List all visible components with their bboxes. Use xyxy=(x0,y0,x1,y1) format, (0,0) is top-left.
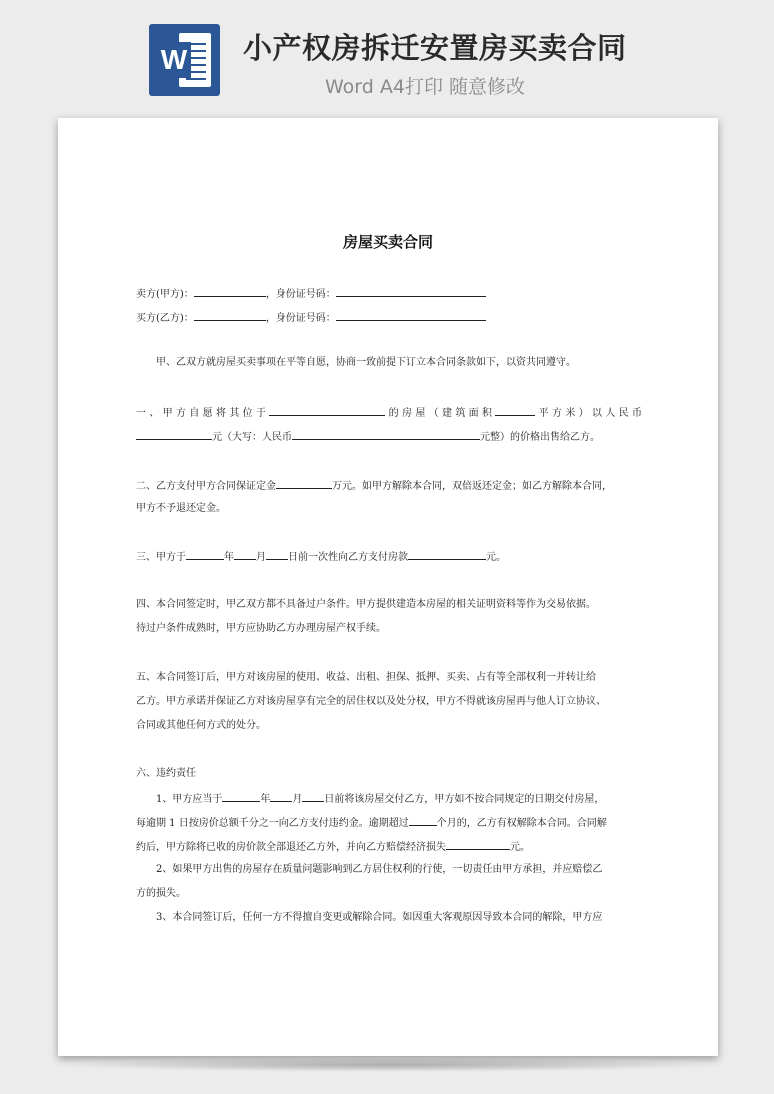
pay-day-blank xyxy=(266,549,288,560)
buyer-label: 买方(乙方)： xyxy=(136,313,194,324)
clause-6-1-text-d: 日前将该房屋交付乙方，甲方如不按合同规定的日期交付房屋， xyxy=(324,794,605,805)
pay-year-blank xyxy=(186,549,224,560)
word-logo-icon xyxy=(149,24,220,96)
clause-6-1-text-a: 1、甲方应当于 xyxy=(156,794,223,805)
pay-month-blank xyxy=(234,549,256,560)
intro-paragraph: 甲、乙双方就房屋买卖事项在平等自愿，协商一致前提下订立本合同条款如下，以资共同遵守。 xyxy=(156,357,576,368)
buyer-id-label: ，身份证号码： xyxy=(265,313,336,324)
document-title: 房屋买卖合同 xyxy=(342,233,433,251)
clause-6-1-line-2 xyxy=(136,815,607,831)
clause-6-2-line-2: 方的损失。 xyxy=(136,888,186,899)
word-letter: W xyxy=(157,42,191,78)
clause-2-text-b: 万元。如甲方解除本合同，双倍返还定金；如乙方解除本合同， xyxy=(332,481,612,492)
clause-4-line-1: 四、本合同签定时，甲乙双方都不具备过户条件。甲方提供建造本房屋的相关证明资料等作为交易依据。 xyxy=(136,599,596,610)
clause-4-line-2: 待过户条件成熟时，甲方应协助乙方办理房屋产权手续。 xyxy=(136,623,386,634)
document-page xyxy=(58,118,718,1056)
buyer-name-blank xyxy=(194,310,266,321)
page-shadow xyxy=(66,1058,710,1072)
location-blank xyxy=(269,405,385,416)
clause-3-year: 年 xyxy=(224,552,234,563)
area-blank xyxy=(495,405,535,416)
clause-5-line-2: 乙方。甲方承诺并保证乙方对该房屋享有完全的居住权以及处分权，甲方不得就该房屋再与他人订立协议、 xyxy=(136,696,606,707)
clause-2-text-a: 二、乙方支付甲方合同保证定金 xyxy=(136,481,276,492)
clause-6-2-line-1: 2、如果甲方出售的房屋存在质量问题影响到乙方居住权利的行使，一切责任由甲方承担，并应赔偿乙 xyxy=(156,864,603,875)
clause-6-1-text-h: 元。 xyxy=(510,842,530,853)
clause-6-3-line-1: 3、本合同签订后，任何一方不得擅自变更或解除合同。如因重大客观原因导致本合同的解除，甲方应 xyxy=(156,912,603,923)
clause-1-text-a: 一、甲方自愿将其位于 xyxy=(136,408,270,419)
clause-6-1-line-3 xyxy=(136,839,530,855)
overdue-months-blank xyxy=(409,815,437,826)
clause-1-line-2 xyxy=(136,429,600,445)
price-words-blank xyxy=(292,429,480,440)
buyer-id-blank xyxy=(336,310,486,321)
clause-6-1-text-f: 个月的，乙方有权解除本合同。合同解 xyxy=(436,818,607,829)
delivery-month-blank xyxy=(270,791,292,802)
seller-name-blank xyxy=(194,286,266,297)
seller-label: 卖方(甲方)： xyxy=(136,289,194,300)
clause-5-line-3: 合同或其他任何方式的处分。 xyxy=(136,720,266,731)
clause-3-text-a: 三、甲方于 xyxy=(136,552,186,563)
deposit-blank xyxy=(276,478,332,489)
clause-1-text-e: 元整）的价格出售给乙方。 xyxy=(480,432,600,443)
clause-2-line-1 xyxy=(136,478,612,494)
clause-1-text-c: 平方米）以人民币 xyxy=(535,408,643,419)
clause-6-1-text-g: 约后，甲方除将已收的房价款全部退还乙方外，并向乙方赔偿经济损失 xyxy=(136,842,446,853)
seller-id-blank xyxy=(336,286,486,297)
clause-1-text-b: 的房屋（建筑面积 xyxy=(385,408,496,419)
banner-subtitle: Word A4打印 随意修改 xyxy=(325,76,526,98)
clause-6-1-line-1 xyxy=(156,791,604,807)
delivery-year-blank xyxy=(222,791,260,802)
clause-6-title: 六、违约责任 xyxy=(136,768,196,779)
clause-6-1-month: 月 xyxy=(292,794,303,805)
clause-1-text-d: 元（大写：人民币 xyxy=(212,432,292,443)
banner-title: 小产权房拆迁安置房买卖合同 xyxy=(243,31,627,65)
delivery-day-blank xyxy=(302,791,324,802)
clause-3-line xyxy=(136,549,506,565)
clause-6-1-year: 年 xyxy=(260,794,271,805)
seller-id-label: ，身份证号码： xyxy=(265,289,336,300)
banner xyxy=(0,0,774,110)
payment-blank xyxy=(408,549,486,560)
compensation-blank xyxy=(446,839,510,850)
buyer-line xyxy=(136,310,486,326)
seller-line xyxy=(136,286,486,302)
clause-3-month: 月 xyxy=(256,552,266,563)
clause-6-1-text-e: 每逾期 1 日按房价总额千分之一向乙方支付违约金。逾期超过 xyxy=(136,818,409,829)
clause-5-line-1: 五、本合同签订后，甲方对该房屋的使用、收益、出租、担保、抵押、买卖、占有等全部权利一并转让给 xyxy=(136,672,596,683)
clause-3-text-e: 元。 xyxy=(486,552,506,563)
clause-3-text-d: 日前一次性向乙方支付房款 xyxy=(288,552,408,563)
clause-1-line-1 xyxy=(136,405,642,421)
price-blank xyxy=(136,429,212,440)
clause-2-line-2: 甲方不予退还定金。 xyxy=(136,503,226,514)
